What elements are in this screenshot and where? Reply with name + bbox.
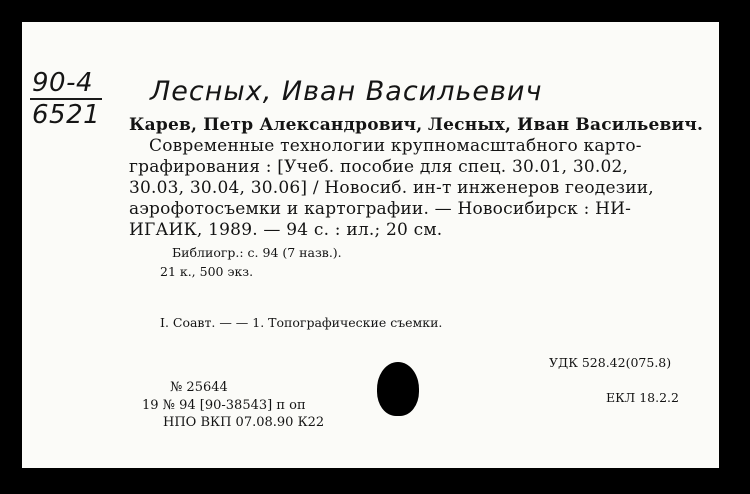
print-line-3: НПО ВКП 07.08.90 К22 xyxy=(163,415,325,430)
print-number: № 25644 xyxy=(170,380,228,395)
ekl-code: ЕКЛ 18.2.2 xyxy=(606,390,679,405)
udk-code: УДК 528.42(075.8) xyxy=(549,355,672,370)
bibliography-note: Библиогр.: с. 94 (7 назв.). xyxy=(172,245,342,260)
catalog-card xyxy=(22,22,719,468)
entry-heading xyxy=(129,115,703,135)
entry-line-1: Современные технологии крупномасштабного карто- xyxy=(149,136,642,156)
shelf-mark-top: 90-4 xyxy=(32,68,94,98)
handwritten-author: Лесных, Иван Васильевич xyxy=(150,76,543,107)
entry-line-5: ИГАИК, 1989. — 94 с. : ил.; 20 см. xyxy=(129,220,443,240)
tracings: I. Соавт. — — 1. Топографические съемки. xyxy=(160,315,443,330)
entry-line-4: аэрофотосъемки и картографии. — Новосибирск : НИ- xyxy=(129,199,632,219)
shelf-mark-bottom: 6521 xyxy=(32,100,101,130)
heading-author: Карев, Петр Александрович, xyxy=(129,115,423,135)
coauthor: Лесных, Иван Васильевич. xyxy=(427,115,704,135)
entry-line-2: графирования : [Учеб. пособие для спец. 30.01, 30.02, xyxy=(129,157,629,177)
entry-line-3: 30.03, 30.04, 30.06] / Новосиб. ин-т инженеров геодезии, xyxy=(129,178,654,198)
print-line-2: 19 № 94 [90-38543] п оп xyxy=(142,398,306,413)
ink-blot xyxy=(377,362,419,416)
sheets-note: 21 к., 500 экз. xyxy=(160,264,254,279)
